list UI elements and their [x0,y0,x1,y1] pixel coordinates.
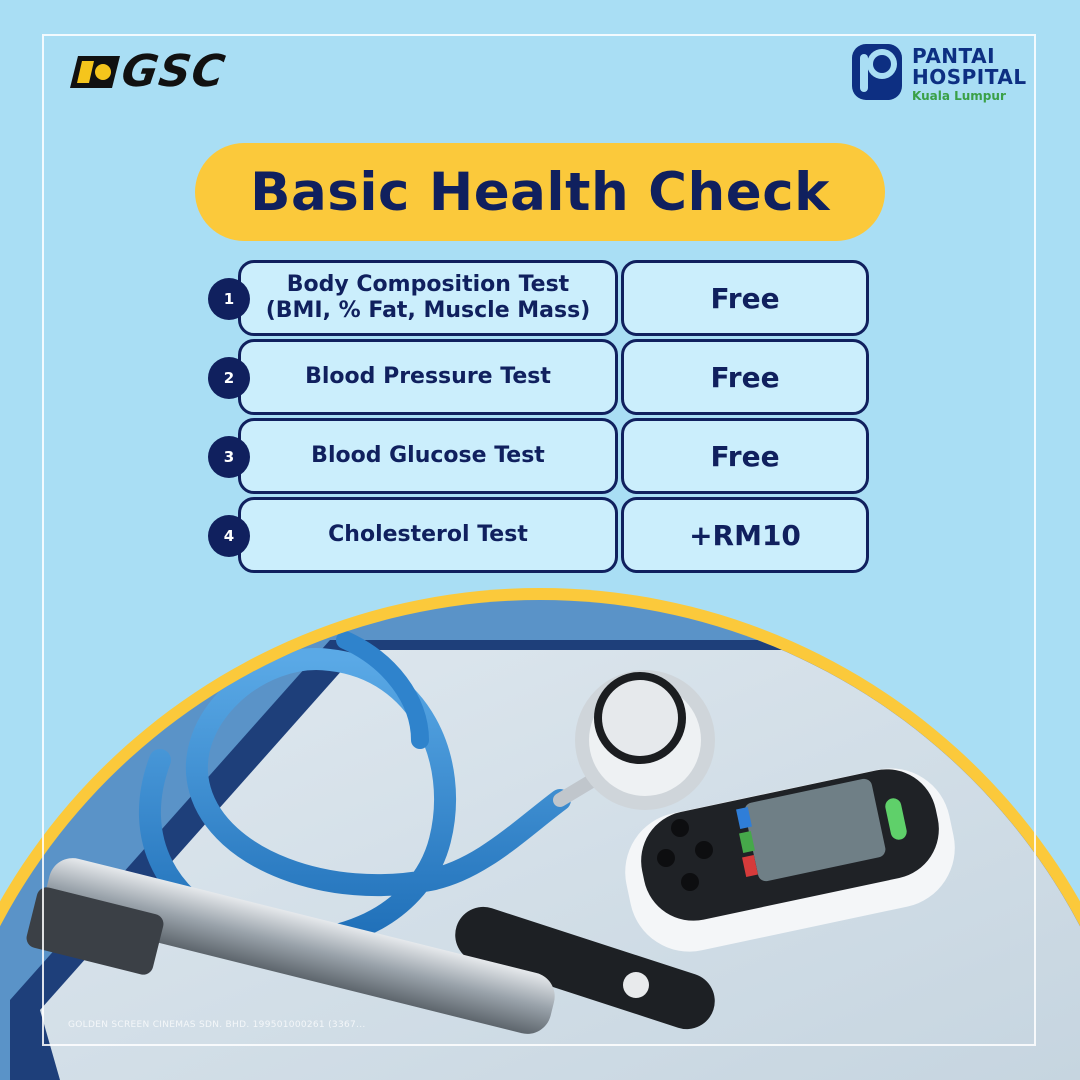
test-name-line1: Body Composition Test [286,272,570,297]
pantai-hospital: HOSPITAL [912,65,1027,89]
gsc-logo-text: GSC [118,46,229,97]
legal-footer: GOLDEN SCREEN CINEMAS SDN. BHD. 199501000261 (3367... [68,1020,366,1030]
test-name: Cholesterol Test [238,497,618,573]
test-price: +RM10 [621,497,869,573]
gsc-logo-icon [70,52,120,92]
test-name [238,260,618,336]
list-item [208,339,872,415]
list-item [208,418,872,494]
title-banner [195,143,885,241]
list-item [208,497,872,573]
item-number: 3 [208,436,250,478]
test-price: Free [621,418,869,494]
test-name: Blood Glucose Test [238,418,618,494]
test-name: Blood Pressure Test [238,339,618,415]
test-price: Free [621,339,869,415]
item-number: 4 [208,515,250,557]
pantai-logo-icon [850,42,904,102]
gsc-logo [70,46,229,97]
test-price: Free [621,260,869,336]
pantai-hospital-logo [850,42,1027,104]
item-number: 1 [208,278,250,320]
test-name-line2: (BMI, % Fat, Muscle Mass) [265,298,591,323]
pantai-name: PANTAI [912,44,996,68]
page-title: Basic Health Check [250,161,830,223]
pantai-location: Kuala Lumpur [912,89,1006,103]
list-item [208,260,872,336]
item-number: 2 [208,357,250,399]
